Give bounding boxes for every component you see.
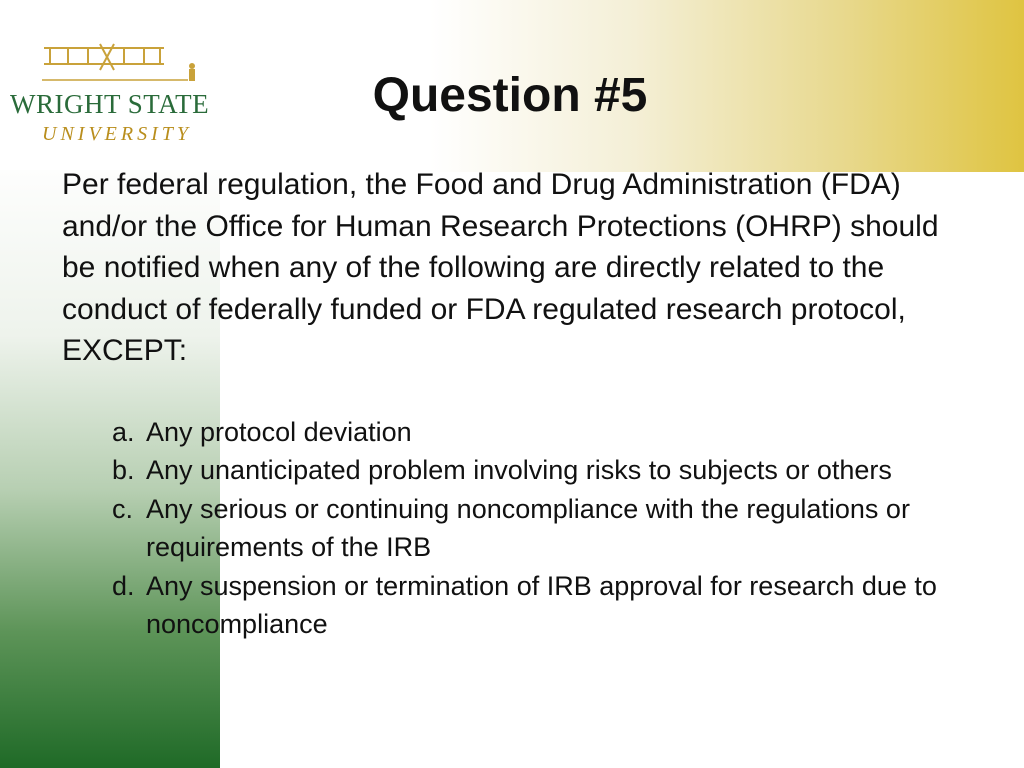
option-letter: c. <box>112 493 134 524</box>
option-letter: b. <box>112 455 135 486</box>
option-letter: a. <box>112 417 135 447</box>
option-c <box>112 490 972 567</box>
slide-title-text: Question #5 <box>372 69 648 122</box>
answer-options <box>112 413 972 643</box>
option-text: Any suspension or termination of IRB approval for research due to noncompliance <box>146 570 937 640</box>
option-d <box>112 567 972 644</box>
logo-name: WRIGHT STATE <box>10 89 210 119</box>
option-text: Any unanticipated problem involving risks to subjects or others <box>146 455 892 486</box>
slide-title <box>0 68 1024 123</box>
option-a <box>112 413 972 451</box>
option-b <box>112 451 972 489</box>
question-text: Per federal regulation, the Food and Drug Administration (FDA) and/or the Office for Human Research Protections (OHRP) should be notified when any of the following are directly related to the conduct of federally funded or FDA regulated research protocol, EXCEPT: <box>62 168 939 367</box>
option-text: Any protocol deviation <box>146 417 412 447</box>
logo-subtitle: UNIVERSITY <box>42 123 192 145</box>
option-letter: d. <box>112 570 135 601</box>
option-text: Any serious or continuing noncompliance with the regulations or requirements of the IRB <box>146 493 910 563</box>
